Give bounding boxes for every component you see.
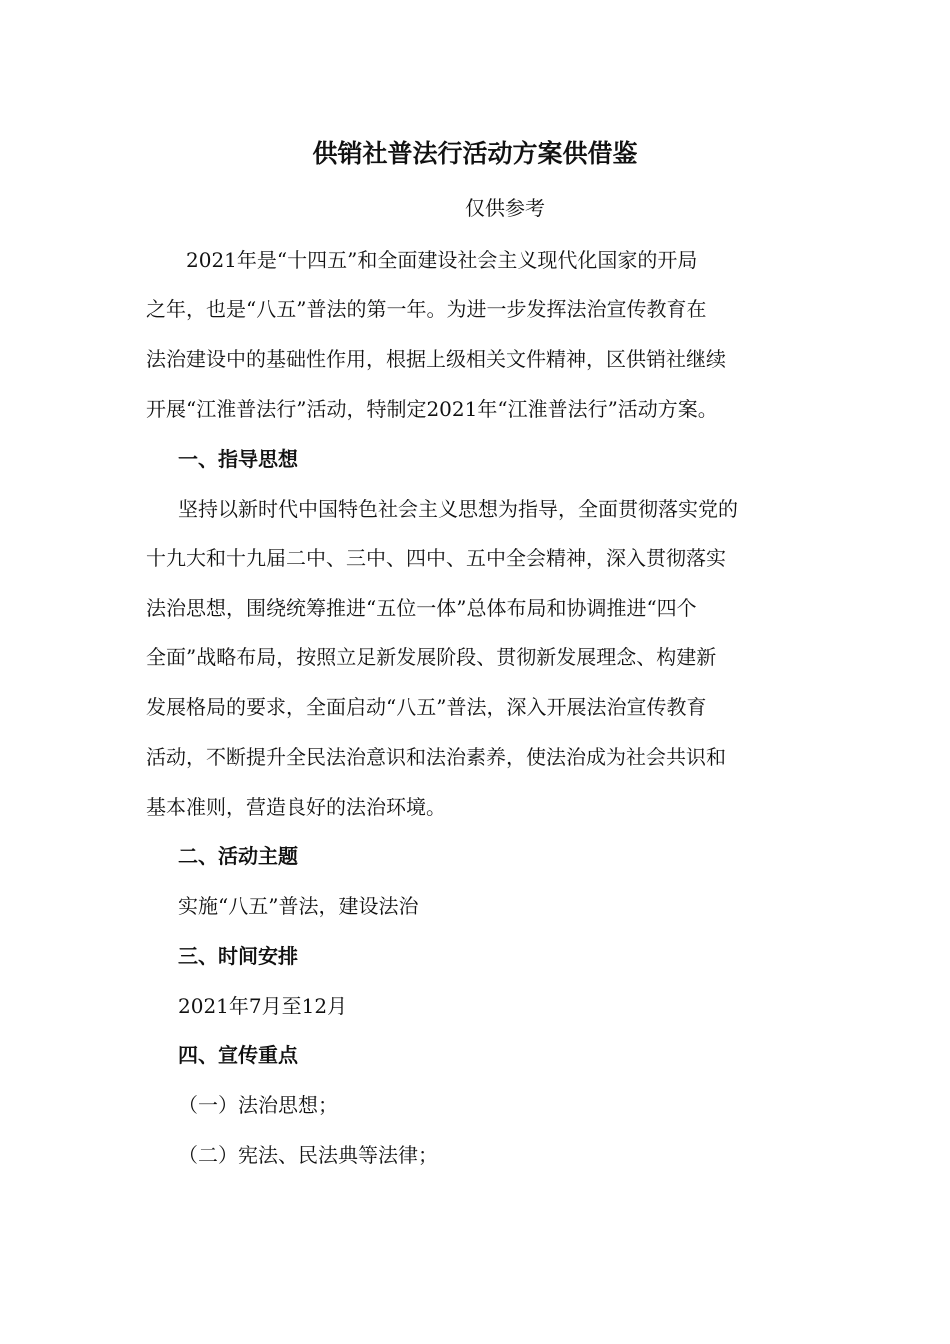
intro-line: 开展“江淮普法行”活动，特制定2021年“江淮普法行”活动方案。	[146, 397, 718, 421]
section4-item: （一）法治思想；	[178, 1093, 338, 1117]
intro-line: 2021年是“十四五”和全面建设社会主义现代化国家的开局	[146, 248, 698, 272]
document-title: 供销社普法行活动方案供借鉴	[312, 139, 638, 168]
section-heading-publicity-focus: 四、宣传重点	[178, 1043, 298, 1067]
section1-line: 基本准则，营造良好的法治环境。	[146, 795, 446, 819]
section-heading-guiding-thought: 一、指导思想	[178, 447, 298, 471]
section2-text: 实施“八五”普法，建设法治	[178, 894, 419, 918]
section1-line: 全面”战略布局，按照立足新发展阶段、贯彻新发展理念、构建新	[146, 645, 717, 669]
section1-line: 十九大和十九届二中、三中、四中、五中全会精神，深入贯彻落实	[146, 546, 726, 570]
section1-line: 发展格局的要求，全面启动“八五”普法，深入开展法治宣传教育	[146, 695, 707, 719]
section1-line: 法治思想，围绕统筹推进“五位一体”总体布局和协调推进“四个	[146, 596, 697, 620]
section3-text: 2021年7月至12月	[178, 994, 348, 1018]
section1-line: 活动，不断提升全民法治意识和法治素养，使法治成为社会共识和	[146, 745, 726, 769]
intro-line: 法治建设中的基础性作用，根据上级相关文件精神，区供销社继续	[146, 347, 726, 371]
intro-line: 之年，也是“八五”普法的第一年。为进一步发挥法治宣传教育在	[146, 297, 707, 321]
section1-line: 坚持以新时代中国特色社会主义思想为指导，全面贯彻落实党的	[178, 497, 738, 521]
section-heading-activity-theme: 二、活动主题	[178, 844, 298, 868]
section4-item: （二）宪法、民法典等法律；	[178, 1143, 438, 1167]
section-heading-schedule: 三、时间安排	[178, 944, 298, 968]
document-subtitle: 仅供参考	[465, 196, 545, 220]
